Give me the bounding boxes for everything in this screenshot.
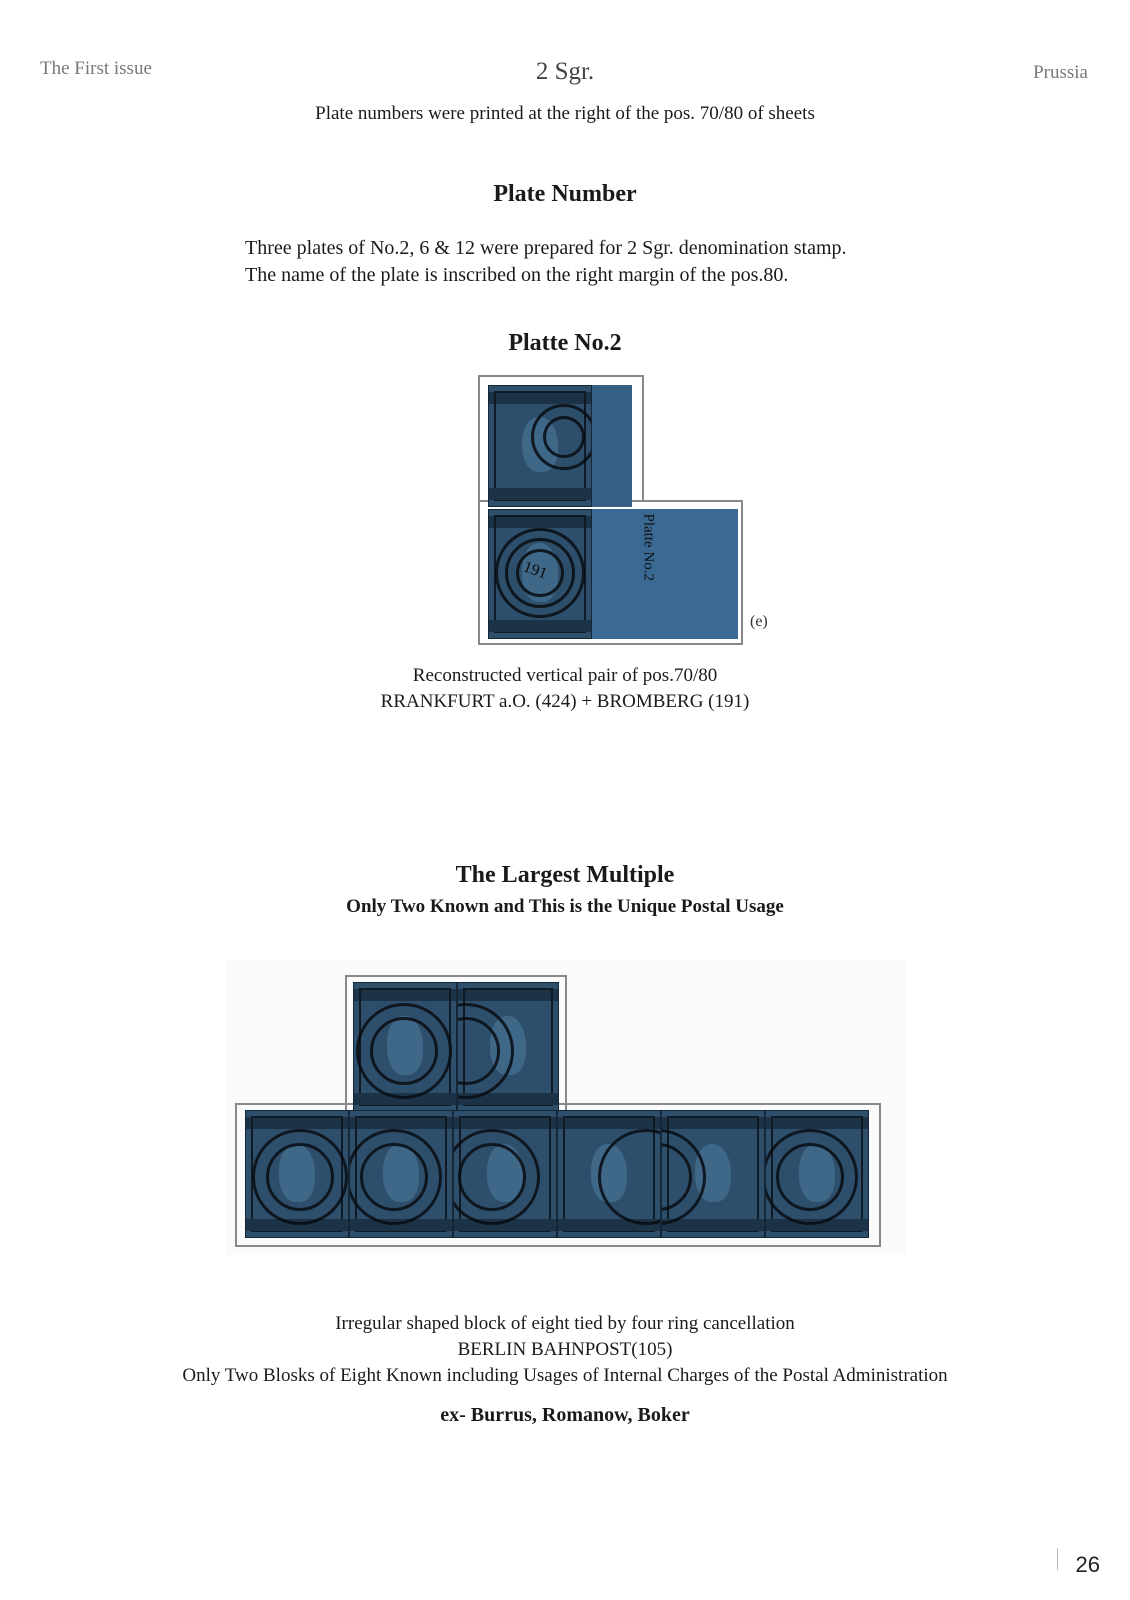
header-left: The First issue <box>40 58 152 79</box>
platte-caption-line: RRANKFURT a.O. (424) + BROMBERG (191) <box>380 691 750 712</box>
stamp-bottom-4 <box>557 1110 661 1238</box>
variety-mark: (e) <box>750 613 768 630</box>
page-number: 26 <box>1075 1552 1100 1577</box>
plate-inscription: Platte No.2 <box>640 513 657 581</box>
header-title: 2 Sgr. <box>535 58 595 85</box>
plate-number-heading: Plate Number <box>493 181 637 207</box>
block-of-eight-image <box>225 960 905 1255</box>
stamp-bottom-6 <box>765 1110 869 1238</box>
upper-margin <box>592 385 632 507</box>
intro-text: Plate numbers were printed at the right of the pos. 70/80 of sheets <box>315 103 815 124</box>
sheet-margin <box>592 509 738 639</box>
plate-number-line: The name of the plate is inscribed on the right margin of the pos.80. <box>245 264 789 286</box>
platte-caption <box>0 663 1130 715</box>
stamp-bottom-1 <box>245 1110 349 1238</box>
stamp-top-1 <box>353 982 457 1112</box>
multiple-subtitle: Only Two Known and This is the Unique Postal Usage <box>346 896 784 917</box>
plate-number-line: Three plates of No.2, 6 & 12 were prepared for 2 Sgr. denomination stamp. <box>245 237 847 259</box>
multiple-caption <box>0 1311 1130 1389</box>
multiple-caption-line: Irregular shaped block of eight tied by four ring cancellation <box>335 1313 795 1334</box>
platte-pair-image <box>470 375 768 650</box>
provenance: ex- Burrus, Romanow, Boker <box>440 1404 690 1426</box>
page-number-divider <box>1057 1548 1058 1570</box>
platte-heading: Platte No.2 <box>508 330 622 356</box>
header-right: Prussia <box>1033 62 1088 83</box>
postmark-number: 191 <box>520 558 550 583</box>
stamp-bottom-5 <box>661 1110 765 1238</box>
plate-number-paragraph <box>245 235 847 289</box>
multiple-caption-line: BERLIN BAHNPOST(105) <box>457 1339 673 1360</box>
stamp-upper <box>488 385 592 507</box>
stamp-lower <box>488 509 592 639</box>
multiple-heading: The Largest Multiple <box>455 862 675 888</box>
stamp-top-2 <box>457 982 559 1112</box>
multiple-caption-line: Only Two Blosks of Eight Known including Usages of Internal Charges of the Postal Administration <box>182 1365 948 1386</box>
platte-caption-line: Reconstructed vertical pair of pos.70/80 <box>412 665 718 686</box>
stamp-bottom-2 <box>349 1110 453 1238</box>
stamp-bottom-3 <box>453 1110 557 1238</box>
